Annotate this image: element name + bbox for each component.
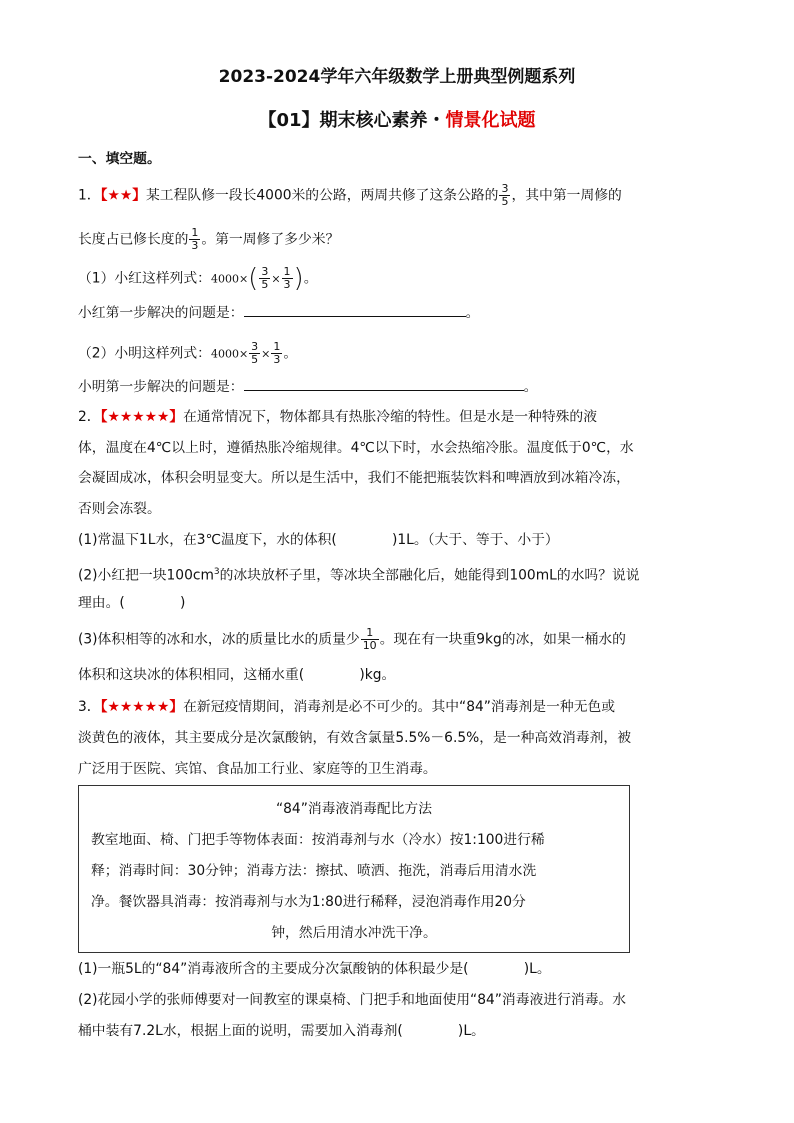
q2-number: 2． — [78, 409, 101, 425]
page-title: 2023-2024学年六年级数学上册典型例题系列 — [218, 67, 576, 87]
q1-part1-prompt: 小红第一步解决的问题是： — [78, 305, 244, 321]
q1-stars: 【★★】 — [100, 187, 147, 204]
q3-sub2-cont: 桶中装有7.2L水，根据上面的说明，需要加入消毒剂( )L。 — [78, 1023, 485, 1039]
q1-part2-label: （2）小明这样列式： — [78, 345, 211, 362]
q1-part2-question — [78, 376, 537, 397]
frac-numerator: 3 — [251, 340, 259, 353]
q3-sub1: (1)一瓶5L的“84”消毒液所含的主要成分次氯酸钠的体积最少是( )L。 — [78, 961, 551, 977]
q1-text-b: ，其中第一周修的 — [511, 187, 622, 204]
q1-part2-expression — [78, 341, 297, 366]
times-sign: × — [261, 347, 271, 361]
answer-blank[interactable] — [244, 376, 524, 391]
box-line-3: 净。餐饮器具消毒：按消毒剂与水为1:80进行稀释，浸泡消毒作用20分 — [91, 894, 526, 910]
q2-sub3-text-a: (3)体积相等的冰和水，冰的质量比水的质量少 — [78, 631, 360, 648]
right-paren: ) — [293, 263, 304, 294]
frac-denominator: 10 — [362, 639, 377, 652]
q2-sub3 — [78, 627, 626, 652]
q1-number: 1． — [78, 187, 101, 204]
box-line-2: 释；消毒时间：30分钟；消毒方法：擦拭、喷洒、拖洗，消毒后用清水洗 — [91, 863, 537, 879]
q3-number: 3． — [78, 699, 101, 715]
expr-end: 。 — [283, 345, 298, 362]
q1-text-a: 某工程队修一段长4000米的公路，两周共修了这条公路的 — [146, 187, 499, 204]
q1-line2 — [78, 227, 339, 252]
expr-end: 。 — [303, 270, 318, 287]
box-line-1: 教室地面、椅、门把手等物体表面：按消毒剂与水（冷水）按1:100进行稀 — [91, 832, 545, 848]
q2-line4: 否则会冻裂。 — [78, 501, 161, 517]
disinfectant-info-box — [78, 785, 630, 953]
q3-stars: 【★★★★★】 — [100, 699, 184, 715]
frac-numerator: 1 — [191, 226, 199, 239]
subtitle-prefix: 【01】期末核心素养・ — [258, 110, 446, 131]
section-heading: 一、填空题。 — [78, 151, 161, 167]
q3-line2: 淡黄色的液体，其主要成分是次氯酸钠，有效含氯量5.5%－6.5%，是一种高效消毒剂，被 — [78, 730, 631, 746]
frac-numerator: 1 — [361, 627, 379, 640]
frac-denominator: 5 — [501, 195, 509, 208]
frac-numerator: 3 — [501, 182, 509, 195]
frac-numerator: 1 — [273, 340, 281, 353]
q2-fraction-1-10 — [361, 627, 379, 652]
q1-line2-text-b: 。第一周修了多少米？ — [201, 231, 340, 248]
q2-line3: 会凝固成冰，体积会明显变大。所以是生活中，我们不能把瓶装饮料和啤酒放到冰箱冷冻， — [78, 470, 630, 486]
subtitle-highlight: 情景化试题 — [445, 110, 536, 131]
expr-4000: 4000× — [210, 347, 249, 361]
q3-line3: 广泛用于医院、宾馆、食品加工行业、家庭等的卫生消毒。 — [78, 761, 437, 777]
q3-text: 在新冠疫情期间，消毒剂是必不可少的。其中“84”消毒剂是一种无色或 — [183, 699, 616, 715]
q2-sub2-text-b: 的冰块放杯子里，等冰块全部融化后，她能得到100mL的水吗？说说 — [219, 567, 640, 584]
frac-denominator: 3 — [191, 239, 199, 252]
frac-denominator: 3 — [273, 353, 281, 366]
frac-numerator: 1 — [283, 265, 291, 278]
frac-denominator: 5 — [261, 278, 269, 291]
q2-sub2 — [78, 562, 640, 586]
q1-part1-end: 。 — [465, 305, 480, 321]
q1-line1 — [78, 183, 622, 208]
q1-fraction-2 — [189, 227, 200, 252]
q2-line1 — [78, 407, 597, 427]
q1-line2-text-a: 长度占已修长度的 — [78, 231, 189, 248]
q3-line1 — [78, 697, 615, 717]
expr-fraction-1-3 — [271, 341, 282, 366]
q1-part2-end: 。 — [523, 379, 538, 395]
frac-numerator: 3 — [261, 265, 269, 278]
q1-part1-expression — [78, 263, 318, 294]
q2-sub2-text-a: (2)小红把一块100cm — [78, 567, 214, 584]
expr-4000: 4000× — [210, 272, 249, 286]
q2-sub2-cont: 理由。( ) — [78, 595, 186, 611]
answer-blank[interactable] — [244, 302, 466, 317]
box-title: “84”消毒液消毒配比方法 — [275, 801, 433, 817]
box-line-4: 钟，然后用清水冲洗干净。 — [271, 925, 437, 941]
times-sign: × — [271, 272, 281, 286]
q2-sub1: (1)常温下1L水，在3℃温度下，水的体积( )1L。（大于、等于、小于） — [78, 532, 559, 548]
frac-denominator: 5 — [251, 353, 259, 366]
frac-denominator: 3 — [283, 278, 291, 291]
q1-part1-label: （1）小红这样列式： — [78, 270, 211, 287]
expr-fraction-1-3 — [282, 266, 293, 291]
left-paren: ( — [248, 263, 259, 294]
q1-part1-question — [78, 302, 479, 323]
q2-sub3-text-b: 。现在有一块重9kg的冰，如果一桶水的 — [379, 631, 626, 648]
expr-fraction-3-5 — [259, 266, 270, 291]
q1-part2-prompt: 小明第一步解决的问题是： — [78, 379, 244, 395]
q2-line2: 体，温度在4℃以上时，遵循热胀冷缩规律。4℃以下时，水会热缩冷胀。温度低于0℃，水 — [78, 440, 634, 456]
q3-sub2: (2)花园小学的张师傅要对一间教室的课桌椅、门把手和地面使用“84”消毒液进行消毒。水 — [78, 992, 627, 1008]
q2-text: 在通常情况下，物体都具有热胀冷缩的特性。但是水是一种特殊的液 — [183, 409, 598, 425]
q2-stars: 【★★★★★】 — [100, 409, 184, 425]
expr-fraction-3-5 — [249, 341, 260, 366]
q1-fraction-1 — [499, 183, 510, 208]
q2-sub3-cont: 体积和这块冰的体积相同，这桶水重( )kg。 — [78, 667, 396, 683]
page-subtitle — [0, 106, 794, 132]
superscript: 3 — [213, 567, 220, 577]
